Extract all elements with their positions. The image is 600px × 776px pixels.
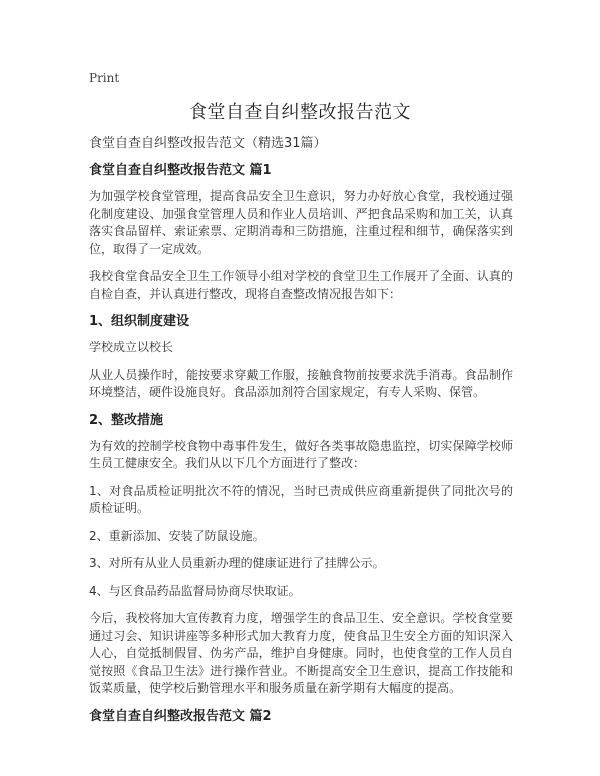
section-heading-organization: 1、组织制度建设	[89, 314, 190, 329]
document-body	[89, 135, 513, 734]
paragraph: 我校食堂食品安全卫生工作领导小组对学校的食堂卫生工作展开了全面、认真的自检自查，并认真进行整改，现将自查整改情况报告如下：	[89, 269, 513, 301]
document-subtitle: 食堂自查自纠整改报告范文（精选31篇）	[89, 136, 327, 151]
section-heading-measures: 2、整改措施	[89, 412, 164, 428]
print-label[interactable]: Print	[89, 71, 120, 85]
document-title: 食堂自查自纠整改报告范文	[189, 102, 411, 123]
list-item: 4、与区食品药品监督局协商尽快取证。	[89, 583, 301, 598]
list-item: 1、对食品质检证明批次不符的情况，当时已责成供应商重新提供了同批次号的质检证明。	[89, 483, 513, 515]
paragraph: 学校成立以校长	[89, 340, 174, 354]
paragraph: 今后，我校将加大宣传教育力度，增强学生的食品卫生、安全意识。学校食堂要通过习会、知识讲座等多种形式加大教育力度，使食品卫生安全方面的知识深入人心，自觉抵制假冒、伪劣产品，维护自身健康。同时，也使食堂的工作人员自觉按照《食品卫生法》进行操作营业。不断提高安全卫生意识，提高工作技能和饭菜质量，使学校后勤管理水平和服务质量在新学期有大幅度的提高。	[89, 611, 513, 695]
article-heading-1: 食堂自查自纠整改报告范文 篇1	[89, 163, 272, 178]
article-heading-2: 食堂自查自纠整改报告范文 篇2	[89, 708, 272, 724]
paragraph: 从业人员操作时，能按要求穿戴工作服，接触食物前按要求洗手消毒。食品制作环境整洁，硬件设施良好。食品添加剂符合国家规定，有专人采购、保管。	[89, 367, 513, 399]
list-item: 2、重新添加、安装了防鼠设施。	[89, 528, 265, 543]
list-item: 3、对所有从业人员重新办理的健康证进行了挂牌公示。	[89, 556, 385, 570]
paragraph: 为加强学校食堂管理，提高食品安全卫生意识，努力办好放心食堂，我校通过强化制度建设、加强食堂管理人员和作业人员培训、严把食品采购和加工关，认真落实食品留样、索证索票、定期消毒和三防措施，注重过程和细节，确保落实到位，取得了一定成效。	[89, 189, 513, 256]
paragraph: 为有效的控制学校食物中毒事件发生，做好各类事故隐患监控，切实保障学校师生员工健康安全。我们从以下几个方面进行了整改：	[89, 438, 513, 470]
